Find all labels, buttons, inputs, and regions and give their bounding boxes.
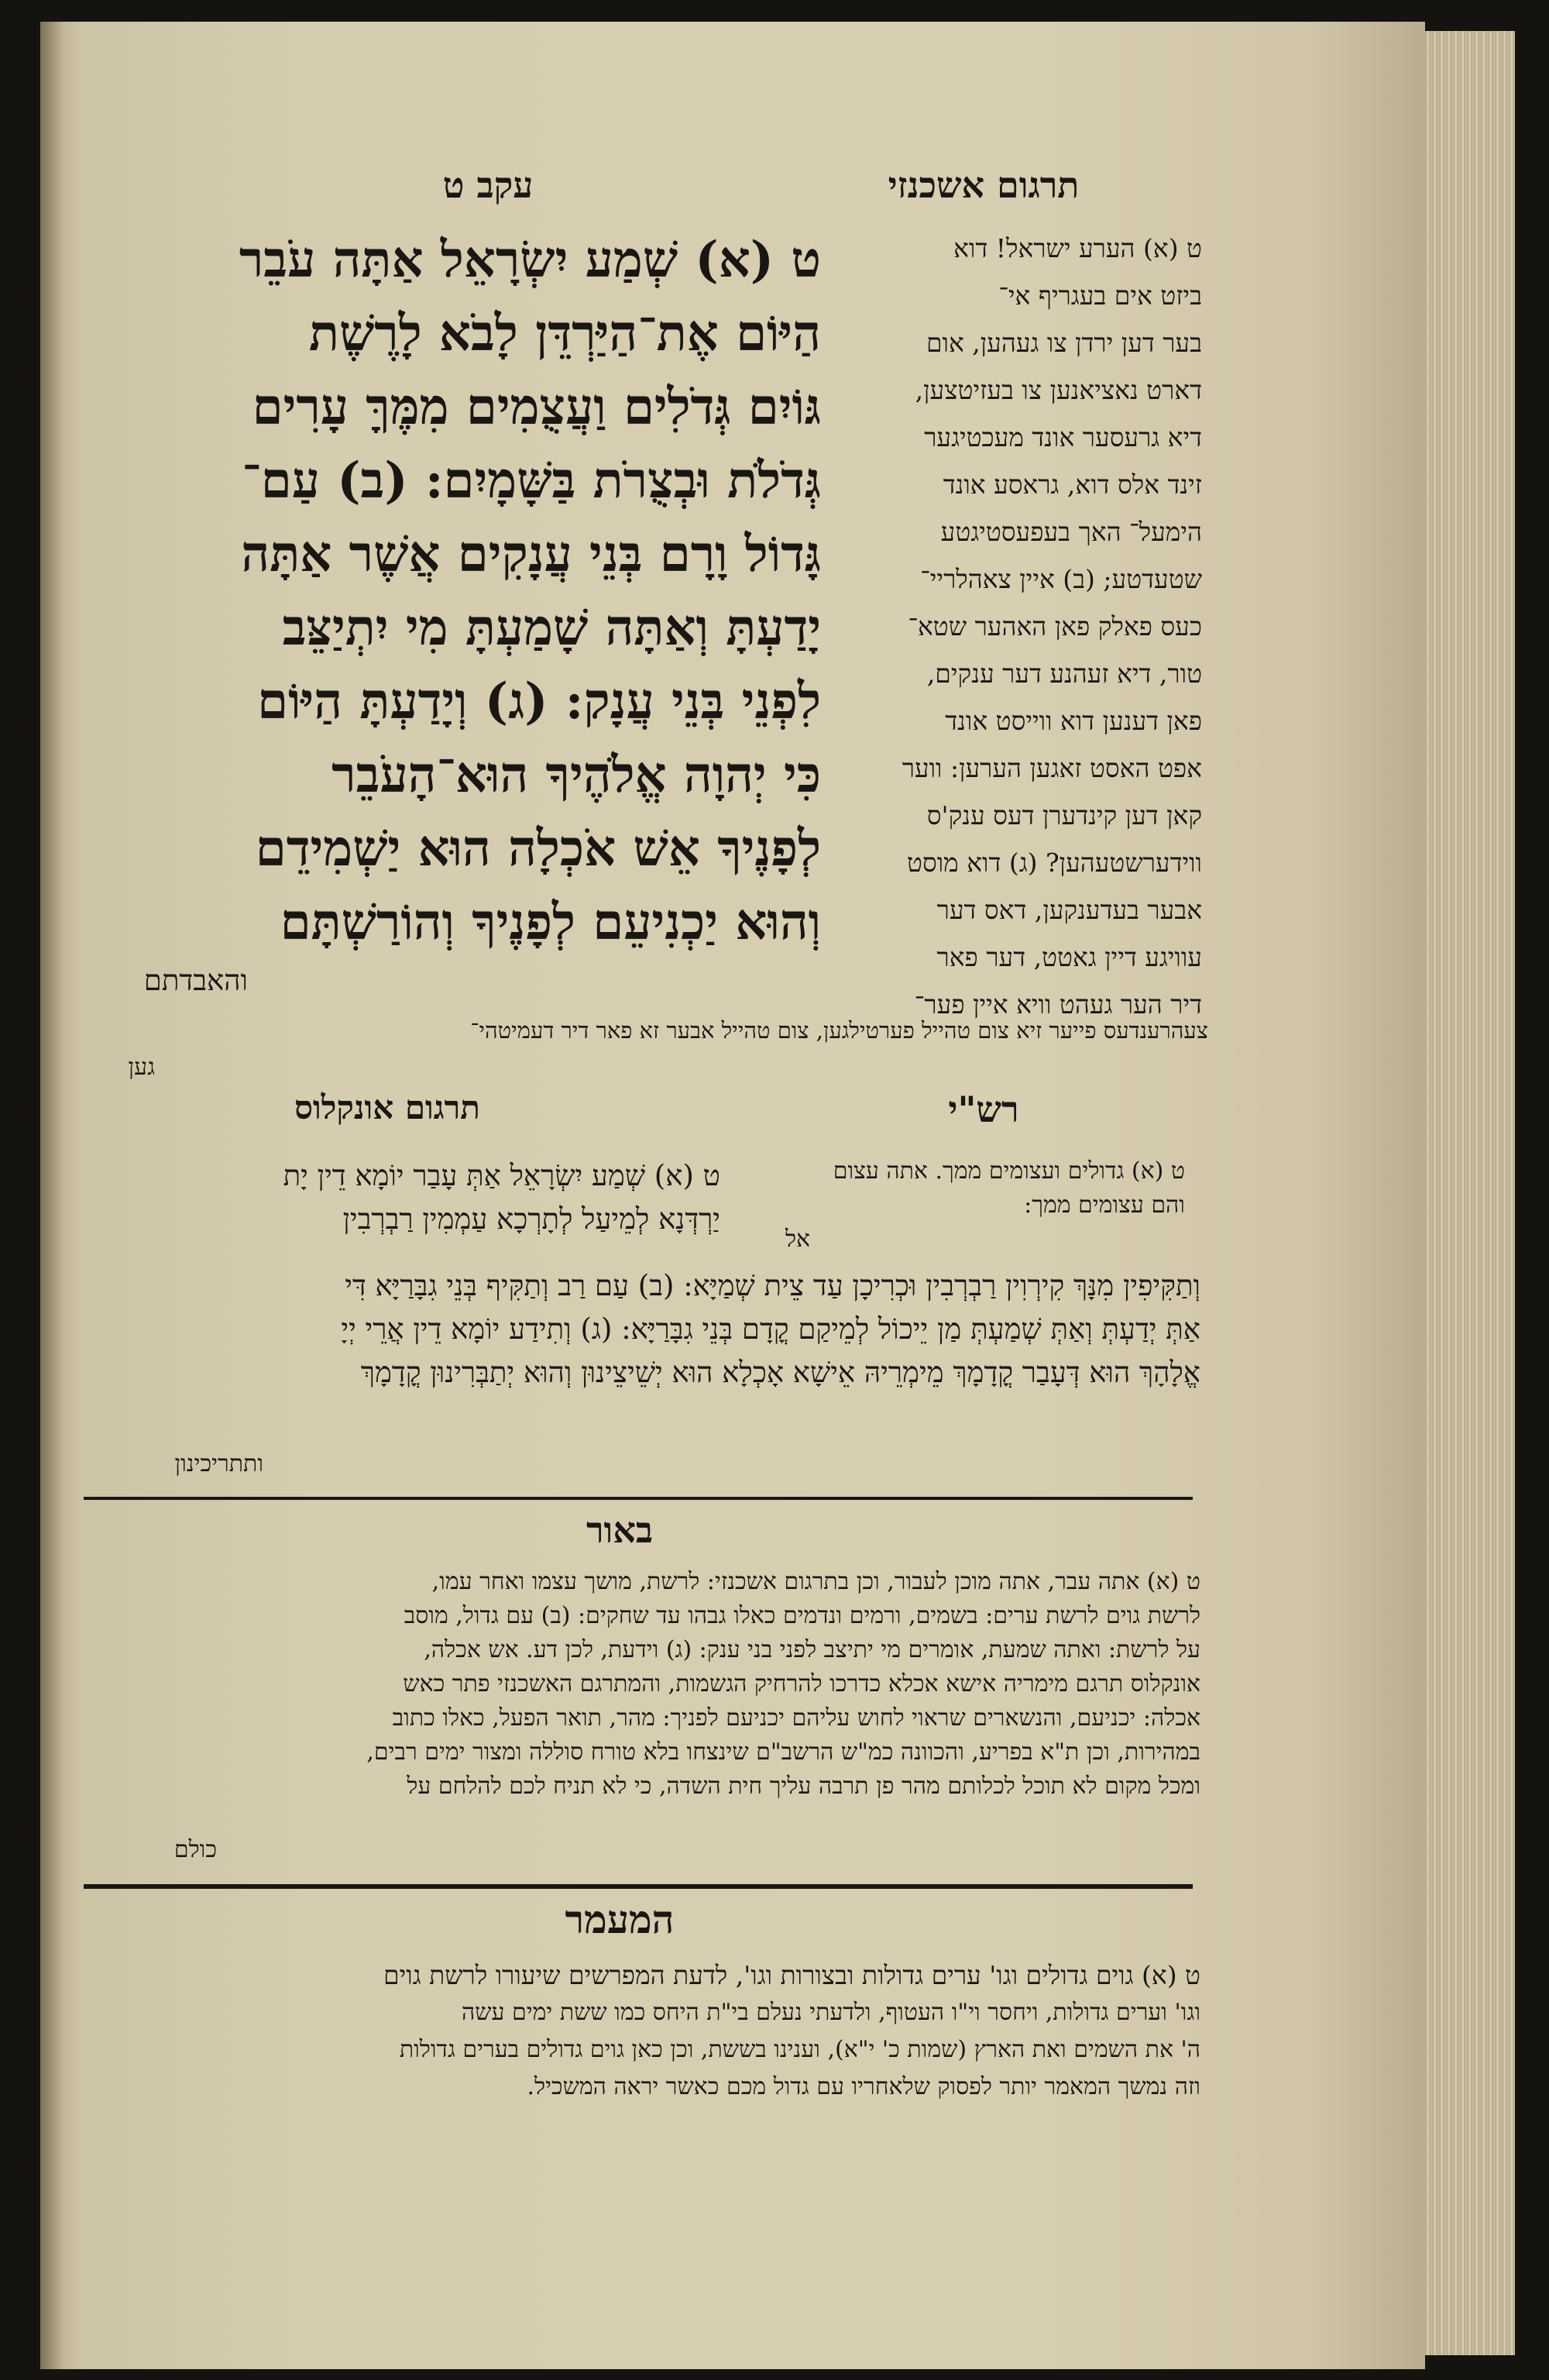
aschkenasi-column [815, 225, 1202, 1028]
hameamer-line: ה' את השמים ואת הארץ (שמות כ' י"א), וענינו בששת, וכן כאן גוים גדולים בערים גדולות [399, 2036, 1200, 2063]
header-biur: באור [586, 1509, 654, 1551]
aschkenasi-line: בער דען ירדן צו געהען, אום [926, 328, 1202, 358]
torah-line: גּוֹיִם גְּדֹלִים וַעֲצֻמִים מִמֶּךָּ עָרִים [252, 378, 821, 436]
aschkenasi-line: אפט האסט זאגען הערען: ווער [902, 753, 1202, 783]
biur-line: אכלה: יכניעם, והנשארים שראוי לחוש עליהם יכניעם לפניך: מהר, תואר הפעל, כאלו כתוב [392, 1704, 1200, 1732]
aschkenasi-catchword: גען [128, 1054, 155, 1081]
torah-text-block [39, 223, 821, 959]
aschkenasi-line: ט (א) הערע ישראל! דוא [953, 233, 1202, 263]
biur-line: אונקלוס תרגם מימריה אישא אכלא כדרכו להרחיק הגשמות, והמתרגם האשכנזי פתר כאש [403, 1670, 1200, 1697]
onkelos-wide-line: וְתַקִּיפִין מִנָּךְ קִירְוִין רַבְרְבִין וּכְרִיכָן עַד צֵית שְׁמַיָּא: (ב) עַם רַב וְתַקִּיף בְּנֵי גִבָּרַיָּא דִּי [345, 1269, 1200, 1302]
page-edges [1424, 31, 1515, 2355]
hameamer-line: וגו' וערים גדולות, ויחסר וי"ו העטוף, ולדעתי נעלם בי"ת היחס כמו ששת ימים עשה [462, 1999, 1200, 2026]
biur-line: לרשת גוים לרשת ערים: בשמים, ורמים ונדמים כאלו גבהו עד שחקים: (ב) עם גדול, מוסב [404, 1602, 1200, 1629]
rashi-line: ט (א) גדולים ועצומים ממך. אתה עצום [833, 1157, 1185, 1185]
hameamer-block [77, 1957, 1200, 2106]
aschkenasi-line: אבער בעדענקען, דאס דער [936, 895, 1202, 925]
biur-catchword: כולם [173, 1836, 217, 1863]
onkelos-wide-line: אַתְּ יְדַעְתְּ וְאַתְּ שְׁמַעְתְּ מַן יֵיכוֹל לְמֵיקַם קֳדָם בְּנֵי גִבָּרַיָּא: (ג) וְתִידַע יוֹמָא דֵין אֲרֵי יְיָ [341, 1312, 1200, 1346]
torah-line: גְּדֹלֹת וּבְצֻרֹת בַּשָּׁמָיִם: (ב) עַם־ [242, 452, 821, 510]
biur-line: ט (א) אתה עבר, אתה מוכן לעבור, וכן בתרגום אשכנזי: לרשת, מושך עצמו ואחר עמו, [431, 1568, 1200, 1595]
rashi-column [720, 1154, 1185, 1223]
onkelos-wide-block [77, 1264, 1200, 1395]
aschkenasi-line: דארט נאציאנען צו בעזיטצען, [915, 375, 1202, 405]
aschkenasi-line: טור, דיא זעהנע דער ענקים, [926, 659, 1202, 689]
aschkenasi-line: שטעדטע; (ב) איין צאהלריי־ [920, 564, 1202, 594]
header-hameamer: המעמר [565, 1897, 675, 1942]
header-targum-onkelos: תרגום אונקלוס [294, 1089, 480, 1126]
rashi-marginal-mark: אל [785, 1226, 810, 1253]
header-rashi: רש"י [948, 1089, 1019, 1130]
aschkenasi-line: קאן דען קינדערן דעס ענק'ס [926, 800, 1202, 831]
aschkenasi-line: דיר הער געהט וויא איין פער־ [914, 989, 1202, 1020]
page-number-header: עקב ט [442, 164, 534, 206]
header-targum-aschkenasi: תרגום אשכנזי [888, 164, 1080, 206]
torah-catchword: והאבדתם [143, 964, 248, 997]
torah-line: לִפְנֵי בְּנֵי עֲנָק: (ג) וְיָדַעְתָּ הַיּוֹם [257, 672, 821, 731]
aschkenasi-line: ווידערשטעהען? (ג) דוא מוסט [907, 848, 1202, 878]
onkelos-line: יַרְדְּנָא לְמֵיעַל לְתָרְכָא עַמְמִין רַבְרְבִין [342, 1202, 720, 1236]
biur-line: במהירות, וכן ת"א בפריע, והכוונה כמ"ש הרשב"ם שינצחו בלא טורח סוללה ומצור ימים רבים, [366, 1739, 1200, 1766]
biur-block [77, 1565, 1200, 1804]
aschkenasi-line: ביזט אים בעגריף אי־ [998, 280, 1202, 311]
section-rule-thick [84, 1884, 1193, 1889]
aschkenasi-line: זינד אלס דוא, גראסע אונד [943, 469, 1202, 500]
aschkenasi-line: פאן דענען דוא ווייסט אונד [945, 706, 1202, 736]
torah-line: הַיּוֹם אֶת־הַיַּרְדֵּן לָבֹא לָרֶשֶׁת [308, 304, 821, 363]
rashi-line: והם עצומים ממך: [1024, 1192, 1185, 1219]
torah-line: ט (א) שְׁמַע יִשְׂרָאֵל אַתָּה עֹבֵר [239, 231, 821, 289]
biur-line: ומכל מקום לא תוכל לכלותם מהר פן תרבה עליך חית השדה, כי לא תניח לכם להלחם על [407, 1773, 1200, 1800]
hameamer-line: ט (א) גוים גדולים וגו' ערים גדולות ובצורות וגו', לדעת המפרשים שיעורו לרשת גוים [383, 1960, 1200, 1990]
onkelos-column [77, 1154, 720, 1241]
torah-line: כִּי יְהוָה אֱלֹהֶיךָ הוּא־הָעֹבֵר [331, 746, 821, 804]
torah-line: גָּדוֹל וָרָם בְּנֵי עֲנָקִים אֲשֶׁר אַתָּה [241, 525, 821, 583]
aschkenasi-line: כעס פאלק פאן האהער שטא־ [908, 611, 1202, 641]
onkelos-catchword: ותתריכינון [174, 1450, 263, 1477]
section-rule [84, 1497, 1193, 1500]
aschkenasi-line: דיא גרעסער אונד מעכטיגער [924, 422, 1202, 452]
torah-line: לְפָנֶיךָ אֵשׁ אֹכְלָה הוּא יַשְׁמִידֵם [255, 820, 821, 878]
aschkenasi-line: הימעל־ האך בעפעסטיגטע [940, 517, 1202, 547]
biur-line: על לרשת: ואתה שמעת, אומרים מי יתיצב לפני בני ענק: (ג) וידעת, לכן דע. אש אכלה, [424, 1636, 1200, 1663]
aschkenasi-line: עוויגע דיין גאטט, דער פאר [936, 942, 1202, 972]
torah-line: יָדַעְתָּ וְאַתָּה שָׁמַעְתָּ מִי יִתְיַצֵּב [282, 599, 821, 657]
hameamer-line: וזה נמשך המאמר יותר לפסוק שלאחריו עם גדול מכם כאשר יראה המשכיל. [527, 2073, 1200, 2100]
onkelos-line: ט (א) שְׁמַע יִשְׂרָאֵל אַתְּ עָבַר יוֹמָא דֵין יָת [283, 1159, 720, 1192]
torah-line: וְהוּא יַכְנִיעֵם לְפָנֶיךָ וְהוֹרַשְׁתָּם [280, 893, 821, 951]
aschkenasi-wide-line: צעהרענדעס פייער זיא צום טהייל פערטילגען, צום טהייל אבער זא פאר דיר דעמיטהי־ [470, 1017, 1208, 1044]
onkelos-wide-line: אֱלָהָךְ הוּא דְּעָבַר קֳדָמָךְ מֵימְרֵיהּ אֵישָׁא אָכְלָא הוּא יְשֵׁיצֵינוּן וְהוּא יְתַבְּרִינוּן קֳדָמָךְ [360, 1356, 1200, 1389]
